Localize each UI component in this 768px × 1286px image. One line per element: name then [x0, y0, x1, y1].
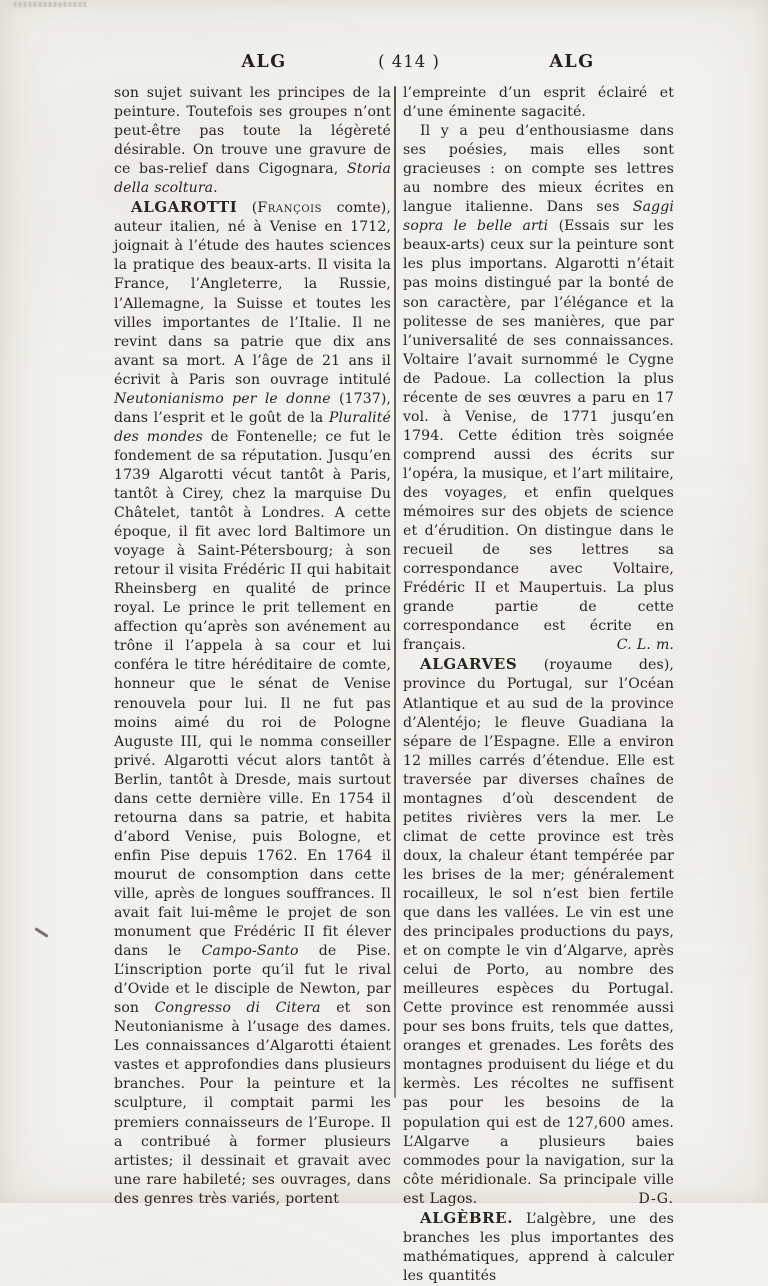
running-title-left: ALG — [241, 52, 287, 72]
left-column — [114, 84, 391, 1209]
paragraph-article-algebre: ALGÈBRE. L’algèbre, une des branches les plus importantes des mathématiques, apprend à calculer les quantités — [403, 1208, 674, 1284]
paragraph-continuation-basrelief: son sujet suivant les principes de la peinture. Toutefois ses groupes n’ont peut-être pas toute la légèreté désirable. On trouve une gravure de ce bas-relief dans Cigognara, Storia della scoltura. — [114, 85, 391, 197]
page-number: ( 414 ) — [378, 52, 440, 71]
paragraph-article-algarves: ALGARVES (royaume des), province du Portugal, sur l’Océan Atlantique et au sud de la province d’Alentéjo; le fleuve Guadiana la sépare de l’Espagne. Elle a environ 12 milles carrés d’étendue. Elle est traversée par diverses chaînes de montagnes d’où descendent de petites rivières vers la mer. Le climat de cette province est très doux, la chaleur étant tempérée par les brises de la mer; généralement rocailleux, le sol n’est bien fertile que dans les vallées. Le vin est une des principales productions du pays, et on compte le vin d’Algarve, après celui de Porto, au nombre des meilleures espèces du Portugal. Cette province est renommée aussi pour ses bons fruits, tels que dattes, oranges et grenades. Les forêts des montagnes produisent du liége et du kermès. Les récoltes ne suffisent pas pour les besoins de la population qui est de 127,600 ames. L’Algarve a plusieurs baies commodes pour la navigation, sur la côte méridionale. Sa principale ville est Lagos. D-G. — [403, 655, 674, 1208]
column-divider-rule — [394, 86, 396, 1098]
paragraph-algarotti-lettres: Il y a peu d’enthousiasme dans ses poésies, mais elles sont gracieuses : on compte ses lettres au nombre des mieux écrites en langue italienne. Dans ses Saggi sopra le belle arti (Essais sur les beaux-arts) ceux sur la peinture sont les plus importans. Algarotti n’était pas moins distingué par la bonté de son caractère, par l’élégance et la politesse de ses manières, que par l’universalité de ses connaissances. Voltaire l’avait surnommé le Cygne de Padoue. La collection la plus récente de ses œuvres a paru en 17 vol. à Venise, de 1771 jusqu’en 1794. Cette édition très soignée comprend aussi des écrits sur l’opéra, la musique, et l’art militaire, des voyages, et enfin quelques mémoires sur des objets de science et d’érudition. On distingue dans le recueil de ses lettres sa correspondance avec Voltaire, Frédéric II et Maupertuis. La plus grande partie de cette correspondance est écrite en français. C. L. m. — [403, 122, 674, 655]
paragraph-article-algarotti: ALGAROTTI (François comte), auteur italien, né à Venise en 1712, joignait à l’étude des hautes sciences la pratique des beaux-arts. Il visita la France, l’Angleterre, la Russie, l’Allemagne, la Suisse et toutes les villes importantes de l’Italie. Il ne revint dans sa patrie que dix ans avant sa mort. A l’âge de 21 ans il écrivit à Paris son ouvrage intitulé Neutonianismo per le donne (1737), dans l’esprit et le goût de la Pluralité des mondes de Fontenelle; ce fut le fondement de sa réputation. Jusqu’en 1739 Algarotti vécut tantôt à Paris, tantôt à Cirey, chez la marquise Du Châtelet, tantôt à Londres. A cette époque, il fit avec lord Baltimore un voyage à Saint-Pétersbourg; à son retour il visita Frédéric II qui habitait Rheinsberg en qualité de prince royal. Le prince le prit tellement en affection qu’après son avénement au trône il l’appela à sa cour et lui conféra le titre héréditaire de comte, honneur que le sénat de Venise renouvela pour lui. Il ne fut pas moins aimé du roi de Pologne Auguste III, qui le nomma conseiller privé. Algarotti vécut alors tantôt à Berlin, tantôt à Dresde, mais surtout dans cette dernière ville. En 1754 il retourna dans sa patrie, et habita d’abord Venise, puis Bologne, et enfin Pise depuis 1762. En 1764 il mourut de consomption dans cette ville, après de longues souffrances. Il avait fait lui-même le projet de son monument que Frédéric II fit élever dans le Campo-Santo de Pise. L’inscription porte qu’il fut le rival d’Ovide et le disciple de Newton, par son Congresso di Citera et son Neutonianisme à l’usage des dames. Les connaissances d’Algarotti étaient vastes et approfondies dans plusieurs branches. Pour la peinture et la sculpture, il comptait parmi les premiers connaisseurs de l’Europe. Il a contribué à former plusieurs artistes; il dessinait et gravait avec une rare habileté; ses ouvrages, dans des genres très variés, portent — [114, 198, 392, 1207]
right-column — [403, 84, 674, 1286]
running-title-right: ALG — [549, 52, 595, 72]
paragraph-continuation-sagacite: l’empreinte d’un esprit éclairé et d’une éminente sagacité. — [403, 85, 674, 121]
author-signature: D-G. — [638, 1190, 674, 1207]
running-head — [0, 52, 768, 78]
author-signature: C. L. m. — [616, 637, 674, 654]
scan-artifact-penmark — [34, 927, 48, 938]
scan-artifact-microtext — [14, 2, 86, 7]
